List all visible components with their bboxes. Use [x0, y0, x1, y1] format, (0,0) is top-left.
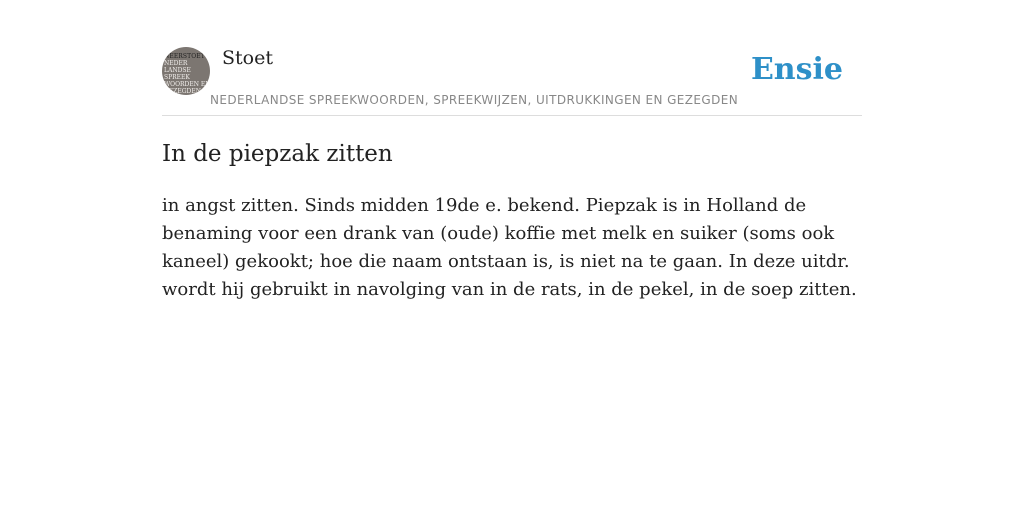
avatar-cover-line: SPREEK	[164, 74, 190, 81]
author-name[interactable]: Stoet	[222, 47, 273, 69]
ensie-logo[interactable]: Ensie	[750, 52, 843, 87]
entry-definition: in angst zitten. Sinds midden 19de e. bekend. Piepzak is in Holland de benaming voor een drank van (oude) koffie met melk en suiker (soms ook kaneel) gekookt; hoe die naam ontstaan is, is niet na te gaan. In deze uitdr. wordt hij gebruikt in navolging van in de rats, in de pekel, in de soep zitten.	[162, 195, 857, 300]
author-avatar[interactable]	[162, 47, 210, 95]
avatar-brand-text: NEERSTOET	[164, 53, 205, 60]
avatar-cover-line: GEZEGDEN	[164, 88, 201, 95]
card-header	[162, 0, 862, 116]
entry-title: In de piepzak zitten	[162, 141, 393, 167]
avatar-cover-text	[164, 60, 210, 95]
avatar-cover-line: NEDER	[164, 60, 188, 67]
avatar-cover-line: LANDSE	[164, 67, 191, 74]
source-subtitle[interactable]: NEDERLANDSE SPREEKWOORDEN, SPREEKWIJZEN, UITDRUKKINGEN EN GEZEGDEN	[210, 93, 739, 107]
avatar-cover-line: WOORDEN EN	[164, 81, 210, 88]
entry-card	[162, 0, 862, 300]
